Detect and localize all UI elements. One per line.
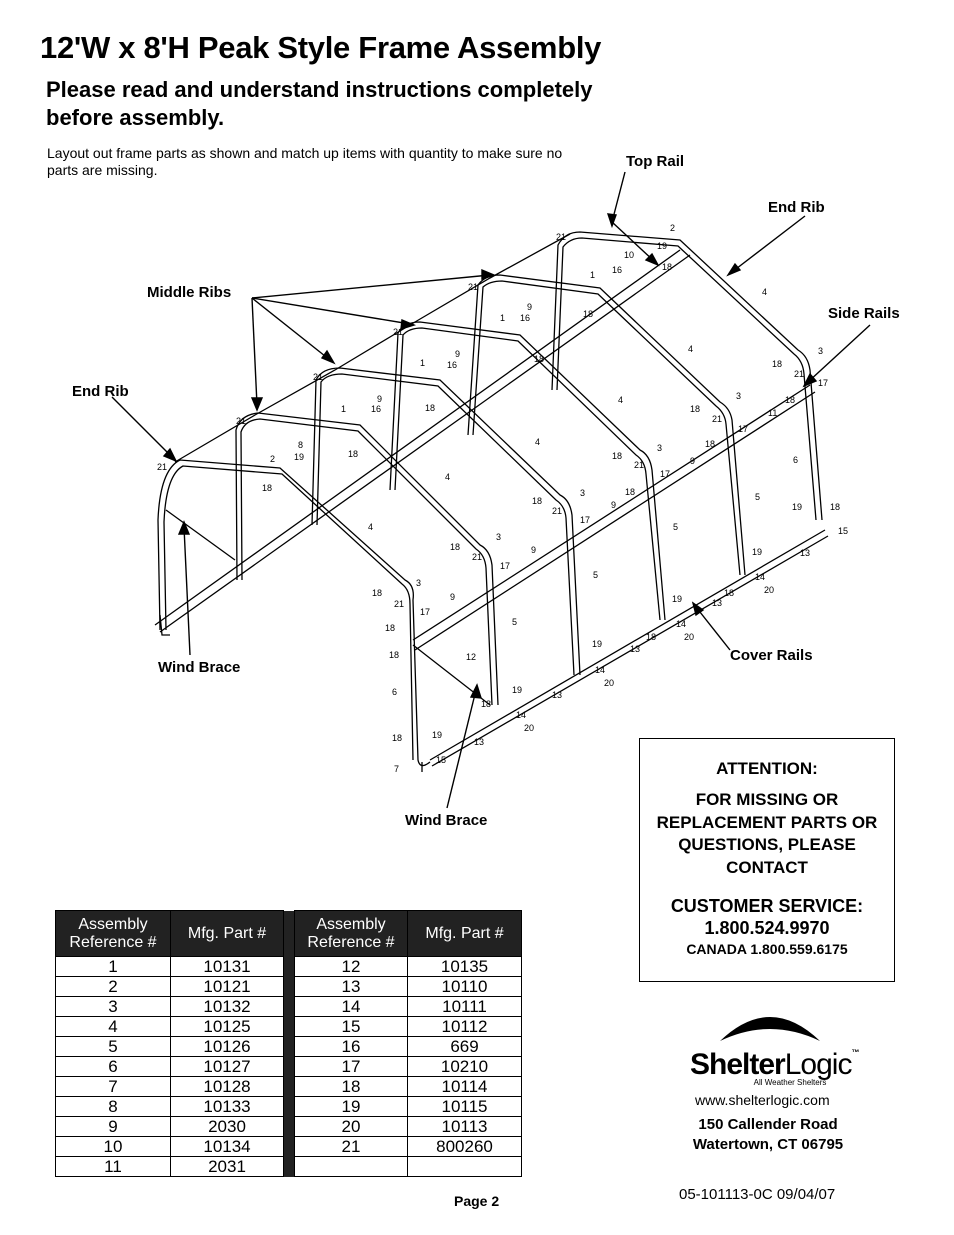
cell-mfg-part: 10126 (171, 1037, 284, 1057)
table-divider (284, 1157, 295, 1177)
table-row (56, 1077, 522, 1097)
end-rib-front (158, 460, 430, 766)
svg-text:4: 4 (688, 344, 694, 354)
table-divider (284, 1117, 295, 1137)
middle-rib-3 (390, 322, 665, 620)
table-divider (284, 1017, 295, 1037)
table-row (56, 1057, 522, 1077)
svg-text:16: 16 (447, 360, 458, 370)
svg-text:20: 20 (524, 723, 535, 733)
header-assembly-ref-right: Assembly Reference # (295, 911, 408, 957)
svg-text:18: 18 (534, 354, 545, 364)
cell-assembly-ref: 17 (295, 1057, 408, 1077)
cell-assembly-ref: 11 (56, 1157, 171, 1177)
svg-text:21: 21 (394, 599, 405, 609)
address-line-2: Watertown, CT 06795 (692, 1136, 844, 1153)
svg-text:1: 1 (590, 270, 596, 280)
cell-mfg-part: 10135 (408, 957, 522, 977)
cell-assembly-ref: 4 (56, 1017, 171, 1037)
svg-text:1: 1 (420, 358, 426, 368)
svg-text:2: 2 (670, 223, 676, 233)
svg-text:13: 13 (800, 548, 811, 558)
svg-text:18: 18 (690, 404, 701, 414)
svg-text:18: 18 (772, 359, 783, 369)
cell-mfg-part: 10132 (171, 997, 284, 1017)
cell-assembly-ref: 15 (295, 1017, 408, 1037)
svg-text:3: 3 (818, 346, 824, 356)
cell-mfg-part: 10111 (408, 997, 522, 1017)
svg-text:18: 18 (830, 502, 841, 512)
cell-assembly-ref: 13 (295, 977, 408, 997)
cell-mfg-part: 10113 (408, 1117, 522, 1137)
svg-text:21: 21 (712, 414, 723, 424)
cell-assembly-ref: 8 (56, 1097, 171, 1117)
svg-text:17: 17 (738, 424, 749, 434)
table-row (56, 1017, 522, 1037)
svg-text:21: 21 (236, 416, 247, 426)
cell-assembly-ref: 16 (295, 1037, 408, 1057)
svg-text:21: 21 (313, 372, 324, 382)
svg-text:8: 8 (298, 440, 304, 450)
svg-text:18: 18 (389, 650, 400, 660)
cell-assembly-ref: 7 (56, 1077, 171, 1097)
logo-text-logic: Logic (784, 1048, 852, 1081)
svg-text:15: 15 (838, 526, 849, 536)
svg-text:4: 4 (368, 522, 374, 532)
table-row (56, 957, 522, 977)
arc-logo-icon (700, 1003, 840, 1043)
shelterlogic-logo (690, 1003, 859, 1087)
wind-brace-left (166, 510, 235, 560)
svg-text:18: 18 (392, 733, 403, 743)
svg-text:10: 10 (624, 250, 635, 260)
svg-text:18: 18 (348, 449, 359, 459)
svg-text:19: 19 (512, 685, 523, 695)
cell-assembly-ref: 6 (56, 1057, 171, 1077)
table-row (56, 1097, 522, 1117)
table-divider (284, 997, 295, 1017)
svg-text:19: 19 (294, 452, 305, 462)
table-divider (284, 1137, 295, 1157)
callout-top-rail: Top Rail (626, 153, 685, 170)
cell-assembly-ref: 18 (295, 1077, 408, 1097)
table-row (56, 1117, 522, 1137)
cell-mfg-part: 2031 (171, 1157, 284, 1177)
svg-text:2: 2 (270, 454, 276, 464)
svg-text:13: 13 (712, 598, 723, 608)
cell-mfg-part: 10114 (408, 1077, 522, 1097)
cell-assembly-ref (295, 1157, 408, 1177)
logo-text-shelter: Shelter (690, 1048, 785, 1081)
svg-text:21: 21 (393, 327, 404, 337)
svg-text:13: 13 (552, 690, 563, 700)
svg-text:21: 21 (634, 460, 645, 470)
svg-text:17: 17 (818, 378, 829, 388)
svg-text:3: 3 (496, 532, 502, 542)
callout-wind-brace-left: Wind Brace (158, 659, 241, 676)
svg-text:18: 18 (262, 483, 273, 493)
website-link[interactable]: www.shelterlogic.com (695, 1092, 830, 1108)
svg-text:19: 19 (752, 547, 763, 557)
cell-assembly-ref: 14 (295, 997, 408, 1017)
cell-mfg-part: 10112 (408, 1017, 522, 1037)
svg-text:20: 20 (764, 585, 775, 595)
intro-text: Layout out frame parts as shown and match up items with quantity to make sure no parts are missing. (47, 145, 563, 178)
middle-rib-4 (468, 275, 745, 575)
table-row (56, 1157, 522, 1177)
back-side-rail (155, 250, 683, 625)
svg-text:9: 9 (377, 394, 383, 404)
cell-mfg-part: 669 (408, 1037, 522, 1057)
page-number: Page 2 (454, 1193, 500, 1209)
svg-text:17: 17 (420, 607, 431, 617)
cell-mfg-part: 800260 (408, 1137, 522, 1157)
svg-text:18: 18 (785, 395, 796, 405)
svg-text:18: 18 (481, 699, 492, 709)
svg-text:19: 19 (792, 502, 803, 512)
svg-text:21: 21 (157, 462, 168, 472)
table-divider (284, 1077, 295, 1097)
svg-text:19: 19 (592, 639, 603, 649)
table-row (56, 977, 522, 997)
svg-text:9: 9 (527, 302, 533, 312)
svg-text:17: 17 (580, 515, 591, 525)
cell-mfg-part: 10127 (171, 1057, 284, 1077)
cell-assembly-ref: 3 (56, 997, 171, 1017)
svg-text:3: 3 (416, 578, 422, 588)
top-rail-line (175, 234, 570, 462)
attention-title: ATTENTION: (716, 759, 818, 778)
svg-text:21: 21 (472, 552, 483, 562)
svg-text:3: 3 (657, 443, 663, 453)
svg-text:14: 14 (516, 710, 527, 720)
svg-text:7: 7 (394, 764, 400, 774)
svg-text:14: 14 (676, 619, 687, 629)
callout-middle-ribs: Middle Ribs (147, 284, 232, 301)
svg-text:5: 5 (593, 570, 599, 580)
svg-text:18: 18 (705, 439, 716, 449)
callout-wind-brace-bottom: Wind Brace (405, 812, 488, 829)
table-divider (284, 911, 295, 957)
svg-text:4: 4 (535, 437, 541, 447)
svg-text:18: 18 (646, 632, 657, 642)
table-divider (284, 1037, 295, 1057)
table-divider (284, 977, 295, 997)
svg-text:4: 4 (445, 472, 451, 482)
header-mfg-part-right: Mfg. Part # (408, 911, 522, 957)
customer-service-phone[interactable]: 1.800.524.9970 (704, 918, 830, 938)
cell-assembly-ref: 12 (295, 957, 408, 977)
cell-mfg-part: 10121 (171, 977, 284, 997)
document-number: 05-101113-0C 09/04/07 (679, 1186, 836, 1203)
cell-assembly-ref: 9 (56, 1117, 171, 1137)
svg-text:1: 1 (500, 313, 506, 323)
logo-tm: ™ (851, 1048, 859, 1057)
svg-text:5: 5 (512, 617, 518, 627)
svg-text:16: 16 (520, 313, 531, 323)
svg-text:20: 20 (684, 632, 695, 642)
svg-text:9: 9 (450, 592, 456, 602)
svg-text:17: 17 (660, 469, 671, 479)
svg-text:9: 9 (531, 545, 537, 555)
svg-text:3: 3 (580, 488, 586, 498)
callout-end-rib-right: End Rib (768, 199, 825, 216)
cell-mfg-part: 10125 (171, 1017, 284, 1037)
svg-text:18: 18 (425, 403, 436, 413)
attention-message: FOR MISSING OR REPLACEMENT PARTS OR QUESTIONS, PLEASE CONTACT (656, 790, 878, 877)
cell-assembly-ref: 5 (56, 1037, 171, 1057)
cell-mfg-part (408, 1157, 522, 1177)
cell-assembly-ref: 2 (56, 977, 171, 997)
svg-text:15: 15 (436, 755, 447, 765)
svg-text:21: 21 (468, 282, 479, 292)
svg-text:11: 11 (768, 408, 778, 418)
page-subtitle: Please read and understand instructions completely before assembly. (46, 77, 593, 130)
svg-text:16: 16 (371, 404, 382, 414)
svg-text:4: 4 (618, 395, 624, 405)
table-divider (284, 1057, 295, 1077)
svg-text:6: 6 (793, 455, 799, 465)
svg-text:4: 4 (762, 287, 768, 297)
svg-text:17: 17 (500, 561, 511, 571)
logo-tagline: All Weather Shelters (753, 1078, 827, 1087)
cell-mfg-part: 10131 (171, 957, 284, 977)
parts-table (55, 910, 522, 1177)
svg-text:18: 18 (724, 588, 735, 598)
svg-text:5: 5 (673, 522, 679, 532)
svg-text:18: 18 (625, 487, 636, 497)
header-mfg-part-left: Mfg. Part # (171, 911, 284, 957)
middle-rib-1 (236, 413, 498, 705)
table-row (56, 1137, 522, 1157)
canada-phone[interactable]: CANADA 1.800.559.6175 (686, 941, 848, 957)
table-divider (284, 1097, 295, 1117)
svg-text:20: 20 (604, 678, 615, 688)
cell-assembly-ref: 21 (295, 1137, 408, 1157)
svg-text:19: 19 (657, 241, 668, 251)
svg-text:6: 6 (392, 687, 398, 697)
svg-text:18: 18 (450, 542, 461, 552)
cell-assembly-ref: 20 (295, 1117, 408, 1137)
table-row (56, 1037, 522, 1057)
svg-text:18: 18 (532, 496, 543, 506)
customer-service-label: CUSTOMER SERVICE: (670, 896, 864, 916)
svg-text:12: 12 (466, 652, 477, 662)
svg-text:14: 14 (595, 665, 606, 675)
cell-mfg-part: 2030 (171, 1117, 284, 1137)
svg-text:18: 18 (662, 262, 673, 272)
svg-text:18: 18 (385, 623, 396, 633)
table-row (56, 997, 522, 1017)
svg-text:13: 13 (474, 737, 485, 747)
svg-text:5: 5 (755, 492, 761, 502)
svg-text:1: 1 (341, 404, 347, 414)
svg-text:18: 18 (372, 588, 383, 598)
cell-mfg-part: 10133 (171, 1097, 284, 1117)
svg-text:3: 3 (736, 391, 742, 401)
svg-text:9: 9 (455, 349, 461, 359)
cell-assembly-ref: 1 (56, 957, 171, 977)
address-line-1: 150 Callender Road (698, 1116, 838, 1133)
cell-assembly-ref: 10 (56, 1137, 171, 1157)
attention-box (639, 738, 895, 982)
svg-text:19: 19 (432, 730, 443, 740)
svg-text:14: 14 (755, 572, 766, 582)
callout-side-rails: Side Rails (828, 305, 900, 322)
svg-text:21: 21 (794, 369, 805, 379)
svg-text:13: 13 (630, 644, 641, 654)
cell-assembly-ref: 19 (295, 1097, 408, 1117)
callout-cover-rails: Cover Rails (730, 647, 813, 664)
svg-text:18: 18 (583, 309, 594, 319)
svg-text:18: 18 (612, 451, 623, 461)
middle-rib-2 (312, 368, 580, 675)
callout-end-rib-left: End Rib (72, 383, 129, 400)
cell-mfg-part: 10110 (408, 977, 522, 997)
svg-text:19: 19 (672, 594, 683, 604)
table-divider (284, 957, 295, 977)
svg-text:16: 16 (612, 265, 623, 275)
cell-mfg-part: 10210 (408, 1057, 522, 1077)
page-title: 12'W x 8'H Peak Style Frame Assembly (40, 30, 602, 65)
parts-table-header (56, 911, 522, 957)
svg-text:21: 21 (552, 506, 563, 516)
company-address (668, 1115, 868, 1155)
svg-text:9: 9 (690, 456, 696, 466)
cell-mfg-part: 10115 (408, 1097, 522, 1117)
cell-mfg-part: 10128 (171, 1077, 284, 1097)
svg-text:21: 21 (556, 232, 567, 242)
cell-mfg-part: 10134 (171, 1137, 284, 1157)
header-assembly-ref-left: Assembly Reference # (56, 911, 171, 957)
svg-text:9: 9 (611, 500, 617, 510)
